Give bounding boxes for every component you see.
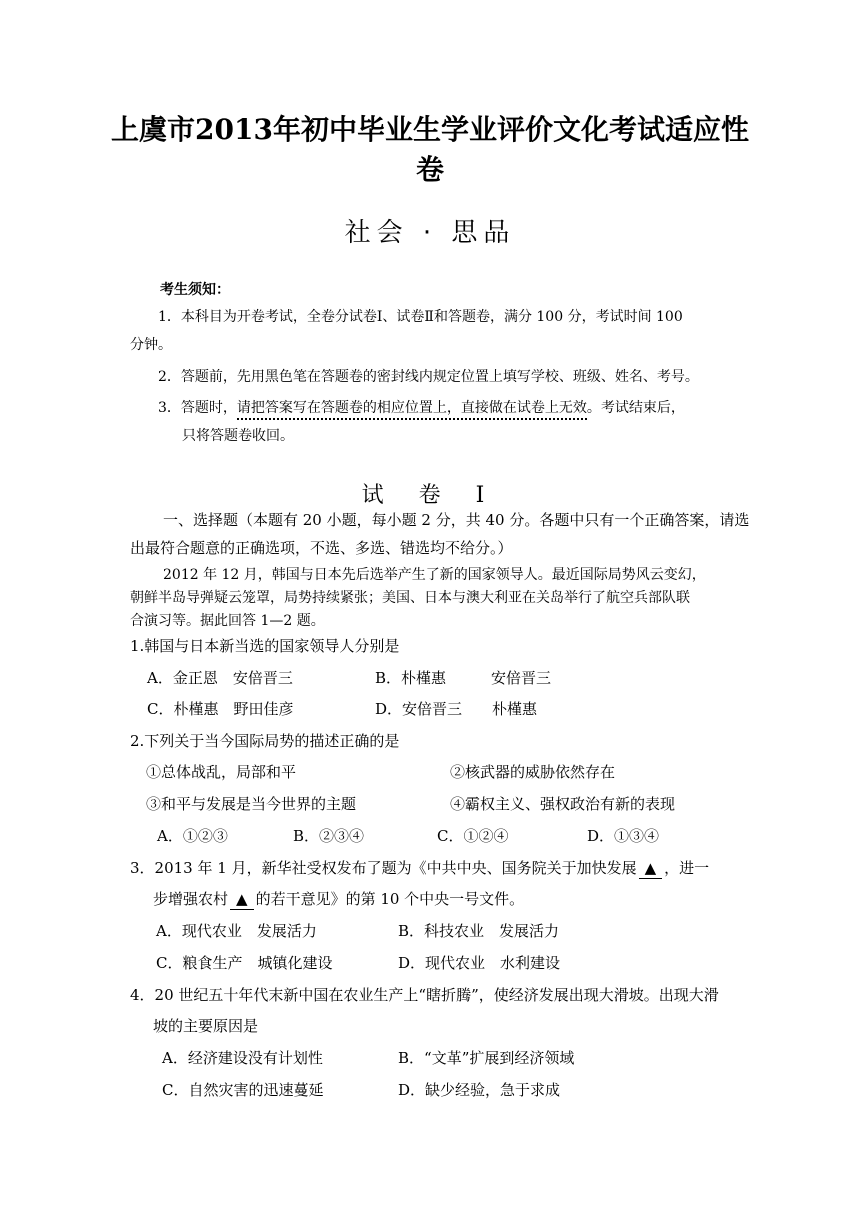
notice-heading: 考生须知： xyxy=(160,282,230,298)
passage-line-2: 朝鲜半岛导弹疑云笼罩，局势持续紧张；美国、日本与澳大利亚在关岛举行了航空兵部队联 xyxy=(130,590,690,606)
question-2-stem: 2.下列关于当今国际局势的描述正确的是 xyxy=(130,732,400,750)
question-3-stem-part-3: 步增强农村 xyxy=(153,890,229,908)
question-2-option-b: B．②③④ xyxy=(293,827,365,845)
question-2-option-c: C．①②④ xyxy=(437,827,509,845)
question-4-option-b: B．“文革”扩展到经济领域 xyxy=(398,1049,575,1067)
question-3-blank-1: ▲ xyxy=(639,858,663,879)
question-3-stem-part-1: 3．2013 年 1 月，新华社受权发布了题为《中共中央、国务院关于加快发展 xyxy=(130,859,637,877)
question-1-option-c: C．朴槿惠 野田佳彦 xyxy=(147,700,294,718)
question-3-stem-cont xyxy=(153,889,524,910)
question-3-option-b: B．科技农业 发展活力 xyxy=(398,922,560,940)
question-1-option-d: D．安倍晋三 朴槿惠 xyxy=(375,700,538,718)
question-4-option-a: A．经济建设没有计划性 xyxy=(162,1049,323,1067)
question-3-stem-part-4: 的若干意见》的第 10 个中央一号文件。 xyxy=(255,890,525,908)
question-4-option-c: C．自然灾害的迅速蔓延 xyxy=(162,1081,324,1099)
question-3-option-d: D．现代农业 水利建设 xyxy=(398,954,561,972)
question-2-item-4: ④霸权主义、强权政治有新的表现 xyxy=(450,795,676,813)
question-3-stem-part-2: ，进一 xyxy=(664,859,710,877)
question-1-stem: 1.韩国与日本新当选的国家领导人分别是 xyxy=(130,637,400,655)
question-2-item-3: ③和平与发展是当今世界的主题 xyxy=(146,795,357,813)
notice-item-3-prefix: 3．答题时， xyxy=(158,400,237,416)
notice-item-3 xyxy=(158,398,685,418)
subject-title: 社会 · 思品 xyxy=(344,218,516,248)
question-3-option-a: A．现代农业 发展活力 xyxy=(156,922,317,940)
notice-item-3-cont: 只将答题卷收回。 xyxy=(182,428,294,444)
question-3-blank-2: ▲ xyxy=(230,889,254,910)
section-instructions-cont: 出最符合题意的正确选项，不选、多选、错选均不给分。） xyxy=(130,539,513,557)
notice-item-2: 2．答题前，先用黑色笔在答题卷的密封线内规定位置上填写学校、班级、姓名、考号。 xyxy=(158,369,699,385)
notice-item-3-suffix: 。考试结束后， xyxy=(586,400,685,416)
section-instructions: 一、选择题（本题有 20 小题，每小题 2 分，共 40 分。各题中只有一个正确答案，请选 xyxy=(163,511,750,529)
notice-item-1-cont: 分钟。 xyxy=(130,337,172,353)
question-1-option-b: B．朴槿惠 安倍晋三 xyxy=(375,669,552,687)
question-3-option-c: C．粮食生产 城镇化建设 xyxy=(156,954,333,972)
exam-title-line2: 卷 xyxy=(415,153,444,186)
question-2-item-2: ②核武器的威胁依然存在 xyxy=(450,763,616,781)
question-4-stem: 4．20 世纪五十年代末新中国在农业生产上“瞎折腾”，使经济发展出现大滑坡。出现大滑 xyxy=(130,986,719,1004)
notice-item-1: 1．本科目为开卷考试，全卷分试卷Ⅰ、试卷Ⅱ和答题卷，满分 100 分，考试时间 100 xyxy=(158,309,683,325)
question-3-stem xyxy=(130,858,709,879)
question-1-option-a: A．金正恩 安倍晋三 xyxy=(147,669,293,687)
section-title: 试 卷 Ⅰ xyxy=(361,483,499,508)
exam-title-line1: 上虞市2013年初中毕业生学业评价文化考试适应性 xyxy=(111,113,749,146)
question-2-item-1: ①总体战乱，局部和平 xyxy=(146,763,297,781)
question-4-stem-cont: 坡的主要原因是 xyxy=(153,1017,259,1035)
question-2-option-a: A．①②③ xyxy=(157,827,228,845)
question-4-option-d: D．缺少经验，急于求成 xyxy=(398,1081,561,1099)
passage-line-1: 2012 年 12 月，韩国与日本先后选举产生了新的国家领导人。最近国际局势风云变幻， xyxy=(163,567,706,583)
notice-item-3-emphasis: 请把答案写在答题卷的相应位置上，直接做在试卷上无效 xyxy=(237,400,587,420)
passage-line-3: 合演习等。据此回答 1—2 题。 xyxy=(130,613,325,629)
question-2-option-d: D．①③④ xyxy=(587,827,660,845)
